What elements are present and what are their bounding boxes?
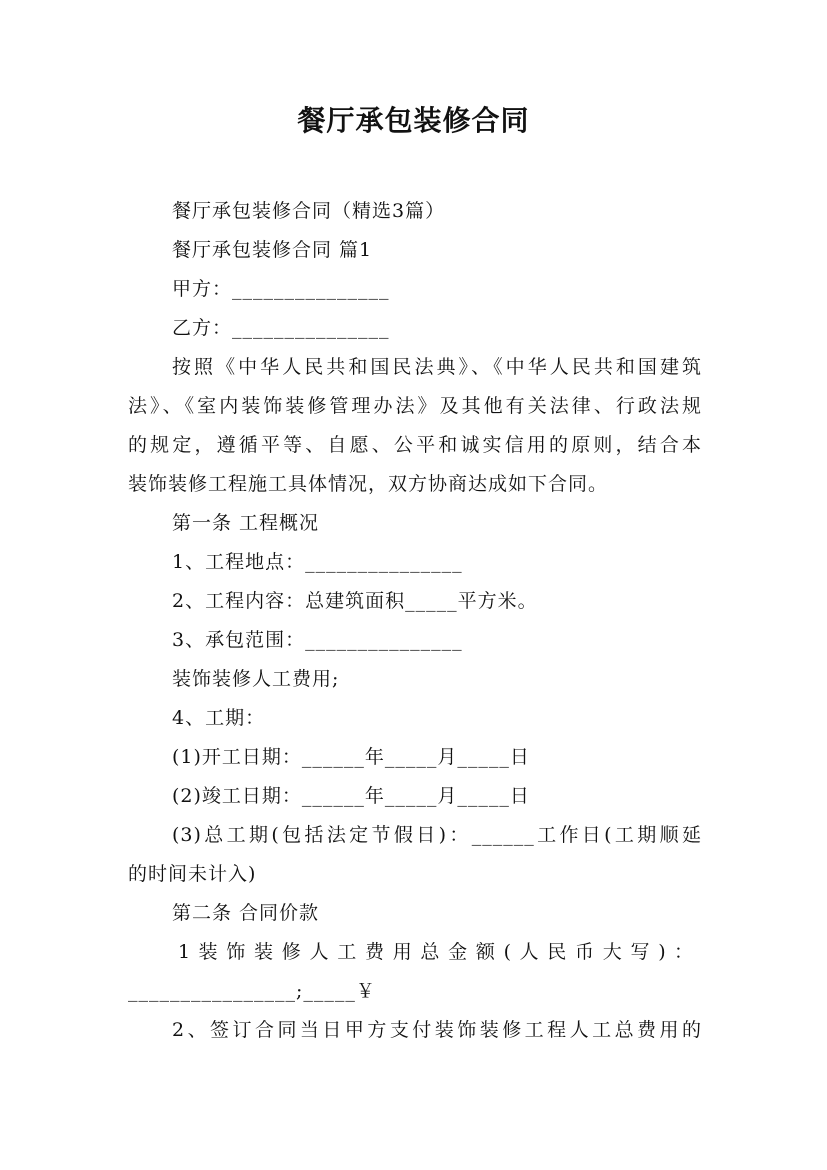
doc-line-location: 1、工程地点：_______________ (172, 551, 463, 573)
doc-line-para1-1: 按照《中华人民共和国民法典》、《中华人民共和国建筑 (172, 356, 702, 378)
doc-line-content: 2、工程内容：总建筑面积_____平方米。 (172, 590, 538, 612)
doc-line-amount: 1 装 饰 装 修 人 工 费 用 总 金 额 ( 人 民 币 大 写 ) ： (178, 941, 694, 963)
doc-line-article1: 第一条 工程概况 (172, 512, 320, 534)
doc-line-para1-4: 装饰装修工程施工具体情况，双方协商达成如下合同。 (128, 473, 609, 495)
doc-line-para1-3: 的规定，遵循平等、自愿、公平和诚实信用的原则，结合本 (128, 434, 702, 456)
document-title: 餐厅承包装修合同 (297, 104, 530, 137)
doc-line-total-period: (3)总工期(包括法定节假日)：______工作日(工期顺延 (172, 824, 702, 846)
doc-line-article2: 第二条 合同价款 (172, 902, 320, 924)
doc-line-scope: 3、承包范围：_______________ (172, 629, 463, 651)
doc-line-section-heading: 餐厅承包装修合同 篇1 (172, 239, 373, 261)
doc-line-labor: 装饰装修人工费用; (172, 668, 340, 690)
doc-line-total-period-2: 的时间未计入) (128, 863, 257, 885)
doc-line-subtitle: 餐厅承包装修合同（精选3篇） (172, 200, 446, 222)
doc-line-party-a: 甲方：_______________ (172, 278, 390, 300)
doc-line-amount-2: ________________;_____￥ (128, 980, 376, 1002)
doc-line-para1-2: 法》、《室内装饰装修管理办法》及其他有关法律、行政法规 (128, 395, 702, 417)
doc-line-payment: 2、签订合同当日甲方支付装饰装修工程人工总费用的 (172, 1019, 702, 1041)
doc-line-end-date: (2)竣工日期：______年_____月_____日 (172, 785, 530, 807)
doc-line-start-date: (1)开工日期：______年_____月_____日 (172, 746, 530, 768)
doc-line-period: 4、工期： (172, 707, 266, 729)
doc-line-party-b: 乙方：_______________ (172, 317, 390, 339)
